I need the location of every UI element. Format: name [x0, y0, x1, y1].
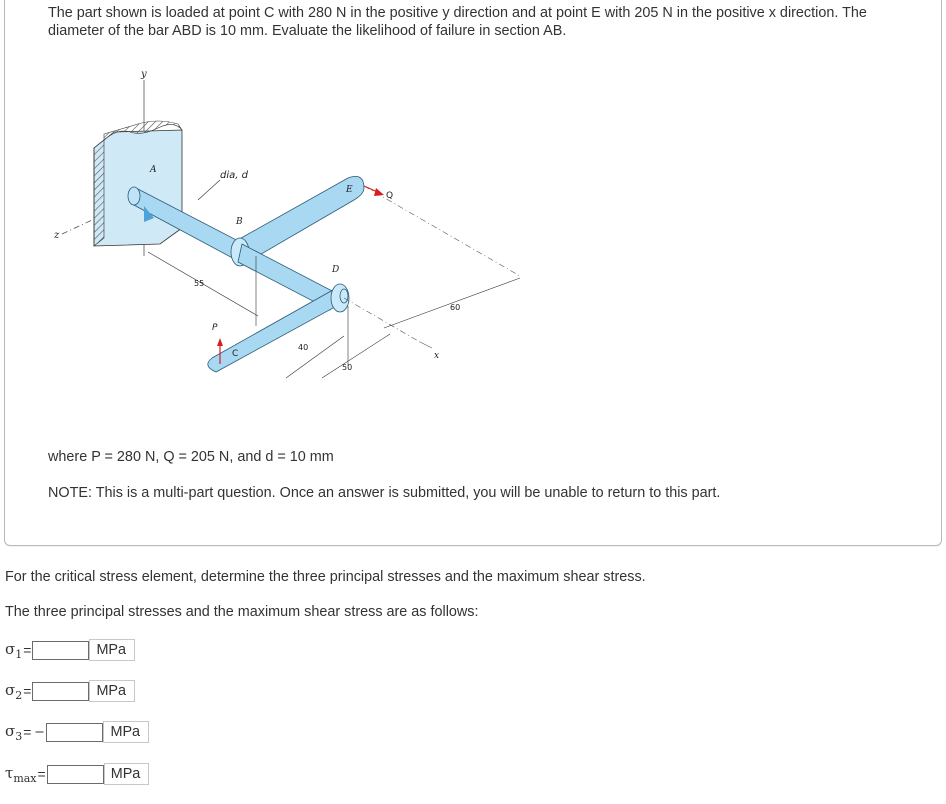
- label-b: B: [236, 217, 243, 227]
- dia-leader: [198, 180, 220, 200]
- unit-label: MPa: [103, 721, 149, 743]
- label-x: x: [434, 351, 440, 361]
- dim-40: [286, 336, 344, 378]
- label-c: C: [232, 349, 239, 359]
- label-z: z: [54, 230, 60, 241]
- label-40: 40: [298, 343, 309, 352]
- equals-sign: =: [23, 642, 32, 658]
- x-axis-line: [420, 342, 432, 348]
- unit-label: MPa: [104, 763, 150, 785]
- tau-max-input[interactable]: [47, 765, 104, 784]
- answer-row-sigma3: [5, 721, 149, 743]
- unit-label: MPa: [89, 680, 135, 702]
- force-q-head: [374, 188, 384, 196]
- equals-sign: =: [23, 683, 32, 699]
- label-y: y: [141, 69, 147, 80]
- sigma2-input[interactable]: [32, 682, 89, 701]
- force-p-head: [217, 338, 223, 346]
- ext-d: [344, 298, 420, 342]
- equals-sign: =: [37, 766, 46, 782]
- label-d: D: [332, 265, 340, 275]
- equals-sign: =: [23, 724, 32, 740]
- label-p: P: [212, 323, 218, 333]
- label-dia: dia, d: [220, 170, 248, 181]
- dim-50: [322, 334, 390, 378]
- unit-label: MPa: [89, 639, 135, 661]
- answer-row-tau-max: [5, 763, 149, 785]
- label-50: 50: [342, 363, 353, 372]
- wall-support: [94, 130, 182, 246]
- bar-end-a: [128, 187, 140, 205]
- tau-max-label: $\tau_{max}$: [5, 763, 37, 785]
- label-q: Q: [386, 191, 394, 201]
- sigma1-input[interactable]: [32, 641, 89, 660]
- answer-row-sigma1: [5, 639, 135, 661]
- note-text: NOTE: This is a multi-part question. Once an answer is submitted, you will be unable to return to this part.: [48, 485, 721, 501]
- label-e: E: [346, 185, 353, 195]
- wall-hatch-side: [94, 140, 104, 246]
- sigma2-label: $\sigma_2$: [5, 680, 23, 702]
- label-60: 60: [450, 303, 461, 312]
- part-figure: [48, 66, 588, 426]
- sigma3-input[interactable]: [46, 723, 103, 742]
- minus-sign: –: [35, 724, 44, 740]
- given-values: where P = 280 N, Q = 205 N, and d = 10 mm: [48, 449, 334, 465]
- sigma3-label: $\sigma_3$: [5, 721, 23, 743]
- question-lead: The three principal stresses and the maximum shear stress are as follows:: [5, 604, 479, 620]
- sigma1-label: $\sigma_1$: [5, 639, 23, 661]
- label-55: 55: [194, 279, 205, 288]
- question-prompt: For the critical stress element, determine the three principal stresses and the maximum shear stress.: [5, 569, 646, 585]
- problem-statement: The part shown is loaded at point C with 280 N in the positive y direction and at point E with 205 N in the positive x direction. The diameter of the bar ABD is 10 mm. Evaluate the likelihood of failure in section AB.: [48, 5, 867, 39]
- label-a: A: [150, 165, 157, 175]
- answer-row-sigma2: [5, 680, 135, 702]
